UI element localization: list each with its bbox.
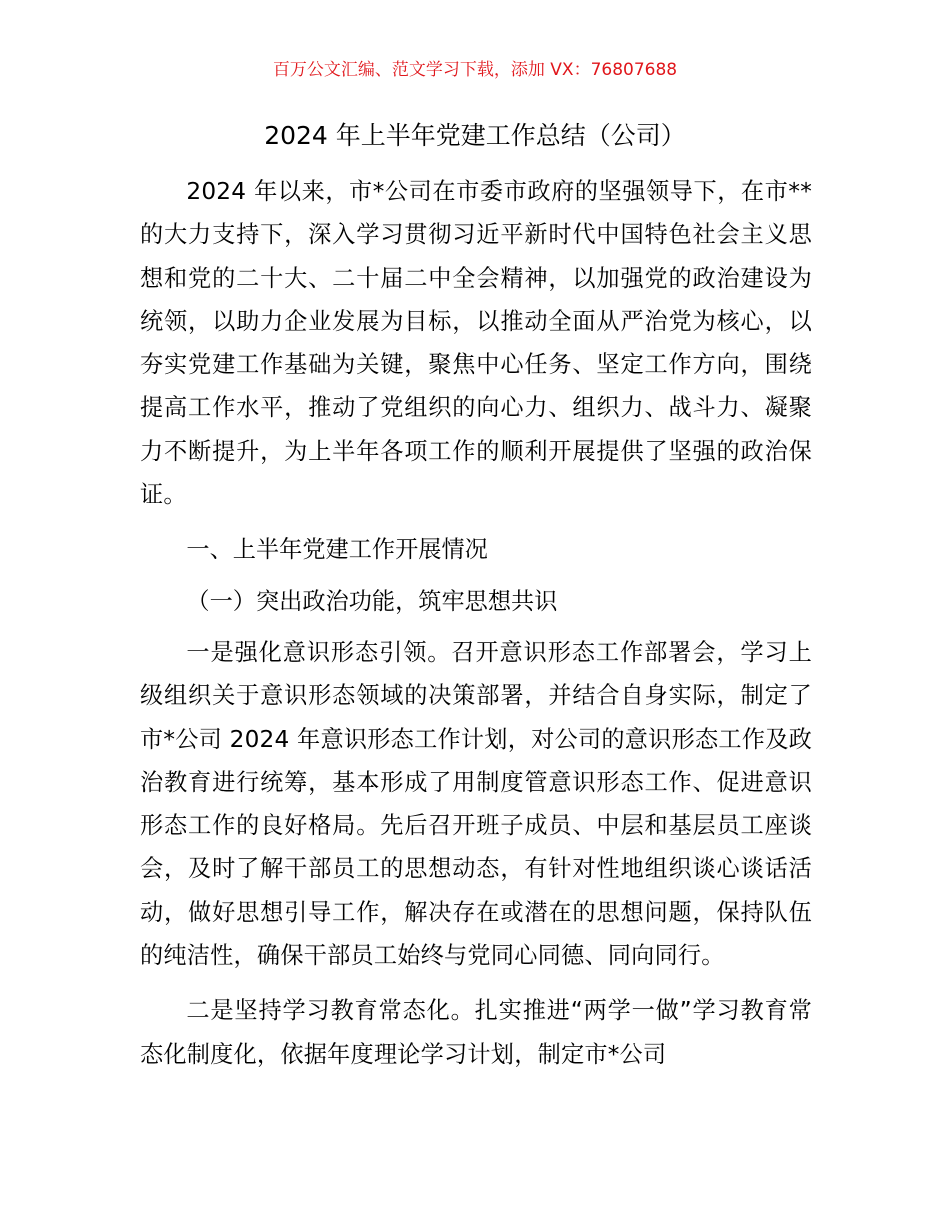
section-heading: 一、上半年党建工作开展情况 — [186, 536, 488, 564]
paragraph-ideology: 一是强化意识形态引领。召开意识形态工作部署会，学习上级组织关于意识形态领域的决策部署，并结合自身实际，制定了市*公司 2024 年意识形态工作计划，对公司的意识形态工作及政治教育进行统筹，基本形成了用制度管意识形态工作、促进意识形态工作的良好格局。先后召开班子成员、中层和基层员工座谈会，及时了解干部员工的思想动态，有针对性地组织谈心谈话活动，做好思想引导工作，解决存在或潜在的思想问题，保持队伍的纯洁性，确保干部员工始终与党同心同德、同向同行。 — [140, 638, 812, 970]
document-title: 2024 年上半年党建工作总结（公司） — [264, 121, 686, 150]
document-body — [140, 170, 812, 1076]
subsection-heading: （一）突出政治功能，筑牢思想共识 — [186, 587, 558, 615]
intro-paragraph: 2024 年以来，市*公司在市委市政府的坚强领导下，在市**的大力支持下，深入学习贯彻习近平新时代中国特色社会主义思想和党的二十大、二十届二中全会精神，以加强党的政治建设为统领，以助力企业发展为目标，以推动全面从严治党为核心，以夯实党建工作基础为关键，聚焦中心任务、坚定工作方向，围绕提高工作水平，推动了党组织的向心力、组织力、战斗力、凝聚力不断提升，为上半年各项工作的顺利开展提供了坚强的政治保证。 — [140, 178, 812, 509]
paragraph-study-education: 二是坚持学习教育常态化。扎实推进“两学一做”学习教育常态化制度化，依据年度理论学习计划，制定市*公司 — [140, 997, 812, 1068]
watermark-banner: 百万公文汇编、范文学习下载，添加 VX：76807688 — [272, 60, 678, 80]
